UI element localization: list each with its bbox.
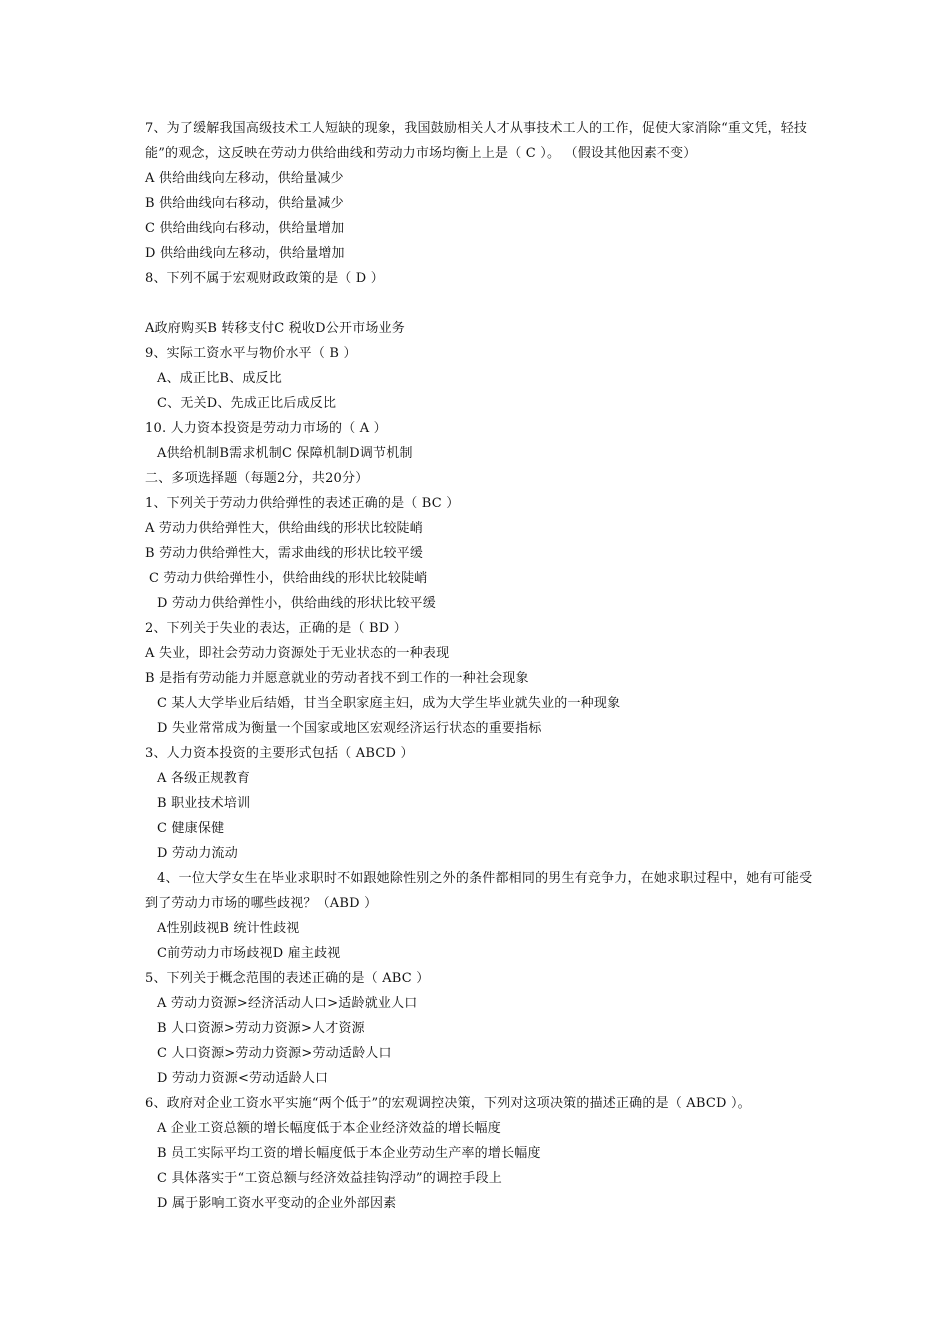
document-body bbox=[145, 116, 815, 1216]
mc-question-1-stem: 1、下列关于劳动力供给弹性的表述正确的是（ BC ） bbox=[145, 496, 460, 511]
question-9-options-cd: C、无关D、先成正比后成反比 bbox=[157, 396, 337, 411]
question-7-option-c: C 供给曲线向右移动，供给量增加 bbox=[145, 221, 345, 236]
mc-question-1-option-a: A 劳动力供给弹性大，供给曲线的形状比较陡峭 bbox=[145, 521, 423, 536]
mc-question-6-option-d: D 属于影响工资水平变动的企业外部因素 bbox=[157, 1196, 397, 1211]
blank-line bbox=[145, 291, 815, 316]
mc-question-4-stem: 4、一位大学女生在毕业求职时不如跟她除性别之外的条件都相同的男生有竞争力，在她求职过程中，她有可能受到了劳动力市场的哪些歧视？（ABD ） bbox=[145, 871, 813, 911]
mc-question-2-stem: 2、下列关于失业的表达，正确的是（ BD ） bbox=[145, 621, 407, 636]
mc-question-6-stem: 6、政府对企业工资水平实施“两个低于”的宏观调控决策，下列对这项决策的描述正确的是（ ABCD ）。 bbox=[145, 1096, 751, 1111]
mc-question-2-option-b: B 是指有劳动能力并愿意就业的劳动者找不到工作的一种社会现象 bbox=[145, 671, 529, 686]
mc-question-6-option-c: C 具体落实于“工资总额与经济效益挂钩浮动”的调控手段上 bbox=[157, 1171, 502, 1186]
question-8-options: A政府购买B 转移支付C 税收D公开市场业务 bbox=[145, 321, 405, 336]
mc-question-2-option-c: C 某人大学毕业后结婚，甘当全职家庭主妇，成为大学生毕业就失业的一种现象 bbox=[157, 696, 621, 711]
mc-question-5-option-c: C 人口资源>劳动力资源>劳动适龄人口 bbox=[157, 1046, 392, 1061]
mc-question-6-option-a: A 企业工资总额的增长幅度低于本企业经济效益的增长幅度 bbox=[157, 1121, 501, 1136]
mc-question-2-option-d: D 失业常常成为衡量一个国家或地区宏观经济运行状态的重要指标 bbox=[157, 721, 542, 736]
mc-question-1-option-d: D 劳动力供给弹性小，供给曲线的形状比较平缓 bbox=[157, 596, 436, 611]
question-7-option-b: B 供给曲线向右移动，供给量减少 bbox=[145, 196, 344, 211]
mc-question-5-stem: 5、下列关于概念范围的表述正确的是（ ABC ） bbox=[145, 971, 430, 986]
mc-question-5-option-a: A 劳动力资源>经济活动人口>适龄就业人口 bbox=[157, 996, 418, 1011]
question-9-stem: 9、实际工资水平与物价水平（ B ） bbox=[145, 346, 357, 361]
question-9-options-ab: A、成正比B、成反比 bbox=[157, 371, 282, 386]
question-7-stem: 7、为了缓解我国高级技术工人短缺的现象，我国鼓励相关人才从事技术工人的工作，促使大家消除“重文凭，轻技能”的观念，这反映在劳动力供给曲线和劳动力市场均衡上上是（ C ）。 （假设其他因素不变） bbox=[145, 121, 808, 161]
mc-question-3-option-c: C 健康保健 bbox=[157, 821, 225, 836]
question-7-option-d: D 供给曲线向左移动，供给量增加 bbox=[145, 246, 345, 261]
mc-question-1-option-c: C 劳动力供给弹性小，供给曲线的形状比较陡峭 bbox=[149, 571, 428, 586]
question-10-stem: 10. 人力资本投资是劳动力市场的（ A ） bbox=[145, 421, 387, 436]
mc-question-4-options-ab: A性别歧视B 统计性歧视 bbox=[157, 921, 300, 936]
mc-question-3-option-a: A 各级正规教育 bbox=[157, 771, 251, 786]
mc-question-5-option-b: B 人口资源>劳动力资源>人才资源 bbox=[157, 1021, 365, 1036]
mc-question-3-option-b: B 职业技术培训 bbox=[157, 796, 251, 811]
question-7-option-a: A 供给曲线向左移动，供给量减少 bbox=[145, 171, 344, 186]
mc-question-3-option-d: D 劳动力流动 bbox=[157, 846, 238, 861]
mc-question-2-option-a: A 失业，即社会劳动力资源处于无业状态的一种表现 bbox=[145, 646, 450, 661]
mc-question-6-option-b: B 员工实际平均工资的增长幅度低于本企业劳动生产率的增长幅度 bbox=[157, 1146, 541, 1161]
mc-question-1-option-b: B 劳动力供给弹性大，需求曲线的形状比较平缓 bbox=[145, 546, 424, 561]
section-heading-multiple-choice: 二、多项选择题（每题2分，共20分） bbox=[145, 471, 369, 486]
mc-question-5-option-d: D 劳动力资源<劳动适龄人口 bbox=[157, 1071, 329, 1086]
mc-question-3-stem: 3、人力资本投资的主要形式包括（ ABCD ） bbox=[145, 746, 414, 761]
question-10-options: A供给机制B需求机制C 保障机制D调节机制 bbox=[157, 446, 413, 461]
question-8-stem: 8、下列不属于宏观财政政策的是（ D ） bbox=[145, 271, 384, 286]
mc-question-4-options-cd: C前劳动力市场歧视D 雇主歧视 bbox=[157, 946, 341, 961]
